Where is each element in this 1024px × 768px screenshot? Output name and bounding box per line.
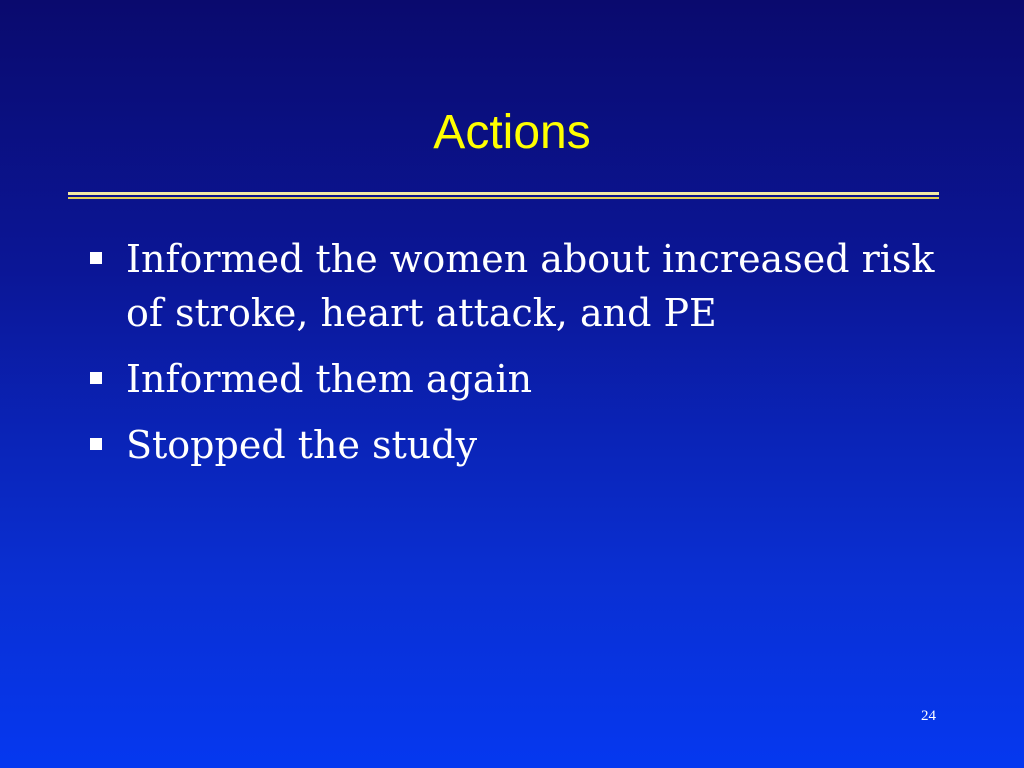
bullet-text: Informed them again [126,357,533,401]
bullet-text: Stopped the study [126,423,478,467]
title-divider-underline [68,197,939,199]
slide-number: 24 [921,708,936,724]
square-bullet-icon [90,438,102,450]
bullet-text: Informed the women about increased risk of stroke, heart attack, and PE [126,237,935,335]
square-bullet-icon [90,252,102,264]
bullet-item [88,352,948,406]
bullet-list [88,232,948,484]
bullet-item [88,232,948,340]
slide-title: Actions [433,106,591,159]
bullet-item [88,418,948,472]
title-divider [68,192,939,195]
square-bullet-icon [90,372,102,384]
